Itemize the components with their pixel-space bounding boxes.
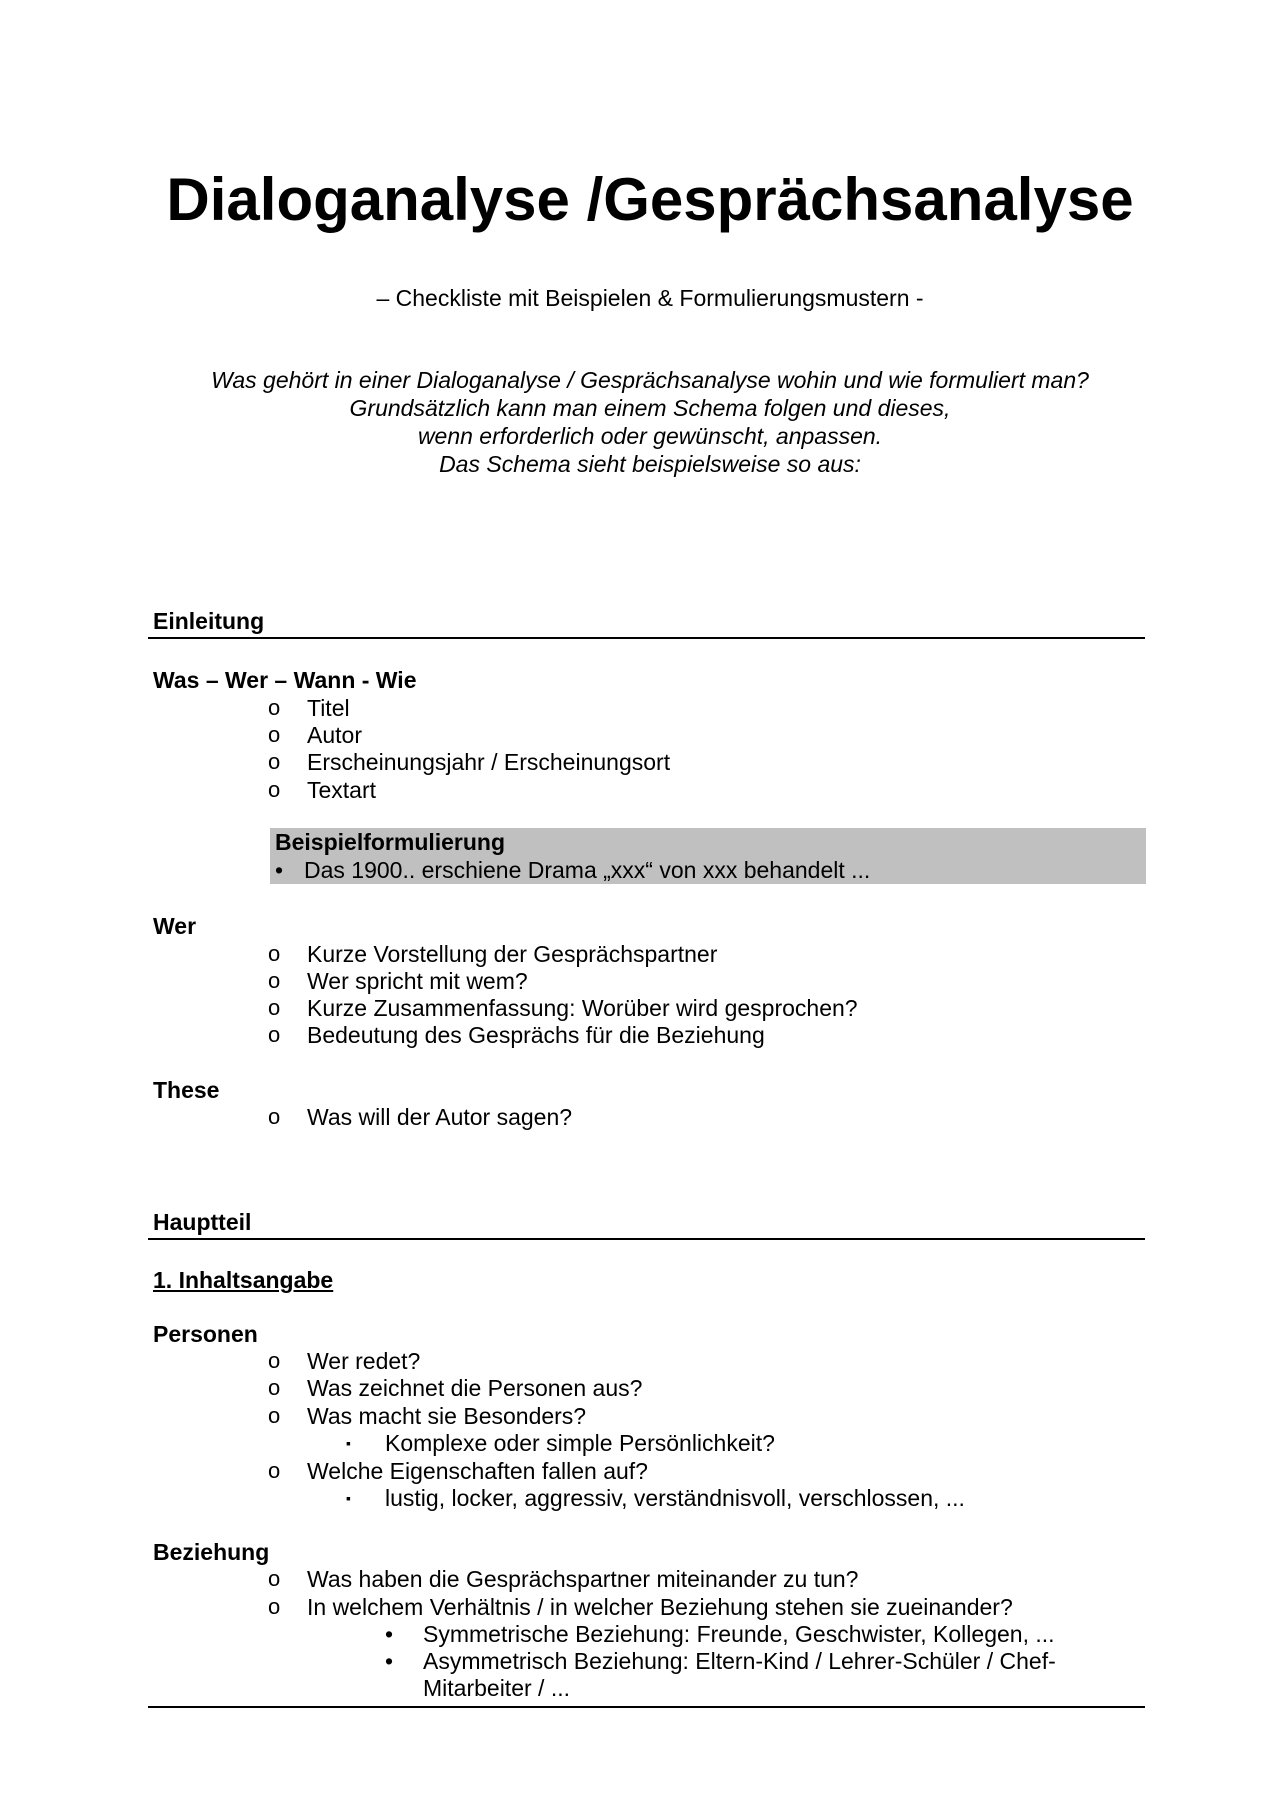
square-bullet: ▪ (346, 1490, 351, 1506)
example-box (270, 828, 1146, 884)
page-subtitle: – Checkliste mit Beispielen & Formulierungsmustern - (376, 285, 924, 311)
sub-list-item: Symmetrische Beziehung: Freunde, Geschwister, Kollegen, ... (423, 1621, 1055, 1647)
list-item: Erscheinungsjahr / Erscheinungsort (307, 749, 671, 775)
list-item: Welche Eigenschaften fallen auf? (307, 1458, 648, 1484)
list-item: In welchem Verhältnis / in welcher Beziehung stehen sie zueinander? (307, 1594, 1013, 1620)
subheading-inhaltsangabe: 1. Inhaltsangabe (153, 1267, 334, 1293)
subheading-wer: Wer (153, 913, 197, 939)
section-divider (148, 1238, 1145, 1240)
sub-list-item: Komplexe oder simple Persönlichkeit? (385, 1430, 775, 1456)
circle-bullet: o (268, 1022, 281, 1047)
section-divider (148, 637, 1145, 639)
list-item: Bedeutung des Gesprächs für die Beziehung (307, 1022, 765, 1048)
circle-bullet: o (268, 968, 281, 993)
circle-bullet: o (268, 1566, 281, 1591)
circle-bullet: o (268, 777, 281, 802)
list-item: Titel (307, 695, 350, 721)
bullet-dot: • (275, 857, 284, 883)
subheading-these: These (153, 1077, 220, 1103)
page-title: Dialoganalyse /Gesprächsanalyse (166, 166, 1134, 233)
circle-bullet: o (268, 749, 281, 774)
circle-bullet: o (268, 1348, 281, 1373)
list-item: Kurze Zusammenfassung: Worüber wird gesprochen? (307, 995, 858, 1021)
circle-bullet: o (268, 1458, 281, 1483)
intro-paragraph (150, 366, 1150, 478)
bullet-dot: • (385, 1621, 394, 1647)
intro-line: wenn erforderlich oder gewünscht, anpassen. (417, 423, 883, 449)
list-item: Was macht sie Besonders? (307, 1403, 587, 1429)
intro-line: Grundsätzlich kann man einem Schema folgen und dieses, (349, 395, 951, 421)
circle-bullet: o (268, 1403, 281, 1428)
list-item: Was will der Autor sagen? (307, 1104, 573, 1130)
sub-list-item: lustig, locker, aggressiv, verständnisvoll, verschlossen, ... (385, 1485, 965, 1511)
square-bullet: ▪ (346, 1435, 351, 1451)
example-text: Das 1900.. erschiene Drama „xxx“ von xxx behandelt ... (304, 857, 871, 883)
subheading-was-wer: Was – Wer – Wann - Wie (153, 667, 417, 693)
list-item: Wer spricht mit wem? (307, 968, 528, 994)
circle-bullet: o (268, 1104, 281, 1129)
circle-bullet: o (268, 722, 281, 747)
bullet-dot: • (385, 1648, 394, 1674)
intro-line: Was gehört in einer Dialoganalyse / Gesprächsanalyse wohin und wie formuliert man? (211, 367, 1089, 393)
sub-list-item-continued: Mitarbeiter / ... (423, 1675, 570, 1701)
list-item: Was haben die Gesprächspartner miteinander zu tun? (307, 1566, 859, 1592)
list-item: Wer redet? (307, 1348, 421, 1374)
intro-line: Das Schema sieht beispielsweise so aus: (439, 451, 861, 477)
circle-bullet: o (268, 995, 281, 1020)
list-item: Kurze Vorstellung der Gesprächspartner (307, 941, 718, 967)
circle-bullet: o (268, 1594, 281, 1619)
circle-bullet: o (268, 1375, 281, 1400)
subheading-personen: Personen (153, 1321, 258, 1347)
section-heading-einleitung: Einleitung (153, 608, 265, 634)
list-item: Textart (307, 777, 377, 803)
section-divider (148, 1706, 1145, 1708)
example-title: Beispielformulierung (275, 829, 506, 855)
circle-bullet: o (268, 695, 281, 720)
list-item: Autor (307, 722, 362, 748)
circle-bullet: o (268, 941, 281, 966)
subheading-beziehung: Beziehung (153, 1539, 270, 1565)
section-heading-hauptteil: Hauptteil (153, 1209, 252, 1235)
sub-list-item: Asymmetrisch Beziehung: Eltern-Kind / Lehrer-Schüler / Chef- (423, 1648, 1056, 1674)
list-item: Was zeichnet die Personen aus? (307, 1375, 643, 1401)
